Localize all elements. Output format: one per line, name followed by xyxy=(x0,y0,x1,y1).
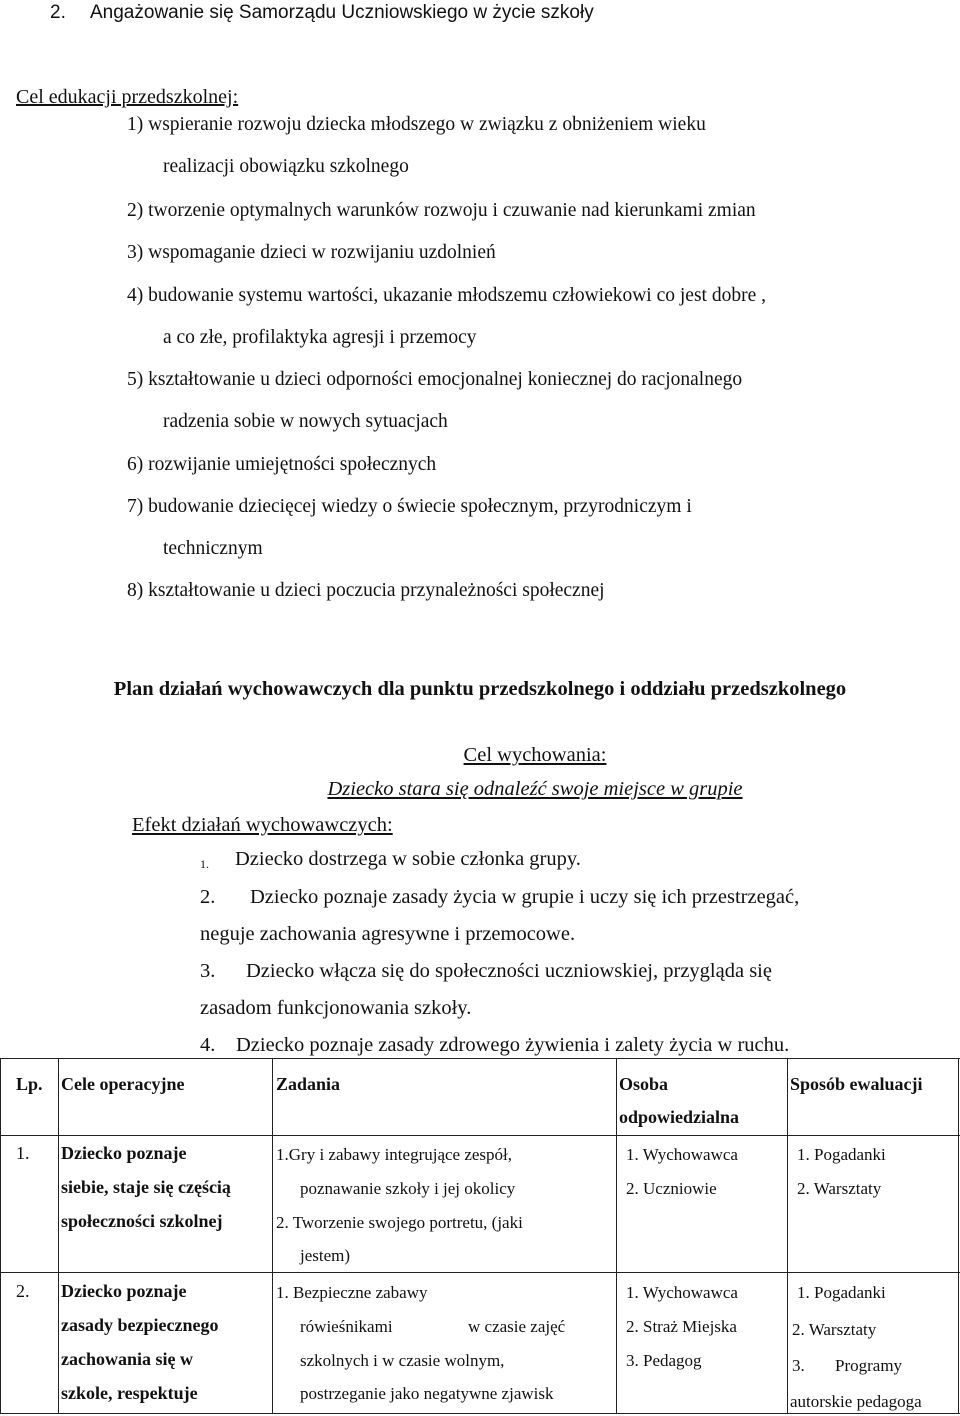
effect-3-text-cont: zasadom funkcjonowania szkoły. xyxy=(200,997,472,1019)
row-2-person: 2. Straż Miejska xyxy=(626,1317,737,1336)
effect-4-number: 4. xyxy=(200,1034,216,1056)
plan-title: Plan działań wychowawczych dla punktu przedszkolnego i oddziału przedszkolnego xyxy=(113,678,847,700)
header-goals: Cele operacyjne xyxy=(61,1074,185,1094)
effect-2-text: Dziecko poznaje zasady życia w grupie i uczy się ich przestrzegać, xyxy=(250,886,800,908)
header-person: Osoba xyxy=(619,1074,669,1094)
row-2-task-line: 1. Bezpieczne zabawy xyxy=(276,1283,428,1302)
row-1-person: 1. Wychowawca xyxy=(626,1145,738,1164)
table-top-border xyxy=(0,1058,960,1059)
section-heading-number: 2. xyxy=(50,2,66,23)
row-1-evaluation: 1. Pogadanki xyxy=(797,1145,886,1164)
effect-3-number: 3. xyxy=(200,960,216,982)
goal-item-5-cont: radzenia sobie w nowych sytuacjach xyxy=(163,411,448,432)
table-divider-tasks xyxy=(616,1058,617,1414)
row-1-task-line: 1.Gry i zabawy integrujące zespół, xyxy=(276,1145,513,1164)
row-2-task-line: w czasie zajęć xyxy=(468,1317,566,1336)
row-2-goal-line: zasady bezpiecznego xyxy=(61,1315,219,1335)
row-2-evaluation: 1. Pogadanki xyxy=(797,1283,886,1302)
row-1-person: 2. Uczniowie xyxy=(626,1179,717,1198)
effect-3-text: Dziecko włącza się do społeczności uczniowskiej, przygląda się xyxy=(246,960,772,982)
row-2-task-line: szkolnych i w czasie wolnym, xyxy=(300,1351,505,1370)
goal-item-4-cont: a co złe, profilaktyka agresji i przemocy xyxy=(163,327,477,348)
row-1-goal-line: Dziecko poznaje xyxy=(61,1143,187,1163)
row-2-task-line: rówieśnikami xyxy=(300,1317,393,1336)
row-2-evaluation-num: 3. xyxy=(792,1356,805,1375)
goal-item-5: 5) kształtowanie u dzieci odporności emocjonalnej koniecznej do racjonalnego xyxy=(127,369,743,390)
row-1-task-line: poznawanie szkoły i jej okolicy xyxy=(300,1179,516,1198)
goal-item-7: 7) budowanie dziecięcej wiedzy o świecie społecznym, przyrodniczym i xyxy=(127,496,692,517)
educational-goal-label: Cel wychowania: xyxy=(463,744,607,766)
goal-item-6: 6) rozwijanie umiejętności społecznych xyxy=(127,454,437,475)
table-divider-lp xyxy=(58,1058,59,1414)
goal-item-1-cont: realizacji obowiązku szkolnego xyxy=(163,156,409,177)
row-1-goal-line: siebie, staje się częścią xyxy=(61,1177,231,1197)
goal-title: Cel edukacji przedszkolnej: xyxy=(16,86,239,108)
table-header-divider xyxy=(0,1135,960,1136)
table-row-divider xyxy=(0,1272,960,1273)
row-2-evaluation: Programy xyxy=(835,1356,903,1375)
goal-item-3: 3) wspomaganie dzieci w rozwijaniu uzdolnień xyxy=(127,242,496,263)
effect-1-number: 1. xyxy=(200,857,209,871)
educational-goal-text: Dziecko stara się odnaleźć swoje miejsce w grupie xyxy=(327,778,743,800)
effect-2-number: 2. xyxy=(200,886,216,908)
row-2-task-line: postrzeganie jako negatywne zjawisk xyxy=(300,1384,554,1403)
effect-2-text-cont: neguje zachowania agresywne i przemocowe. xyxy=(200,923,576,945)
table-divider-person xyxy=(787,1058,788,1414)
header-tasks: Zadania xyxy=(276,1074,341,1094)
goal-item-7-cont: technicznym xyxy=(163,538,263,559)
effect-1-text: Dziecko dostrzega w sobie członka grupy. xyxy=(235,848,581,870)
row-2-evaluation: 2. Warsztaty xyxy=(792,1320,877,1339)
row-2-goal-line: szkole, respektuje xyxy=(61,1383,198,1403)
row-1-task-line: jestem) xyxy=(300,1246,351,1265)
goal-item-2: 2) tworzenie optymalnych warunków rozwoju i czuwanie nad kierunkami zmian xyxy=(127,200,756,221)
row-2-goal-line: Dziecko poznaje xyxy=(61,1281,187,1301)
effects-label: Efekt działań wychowawczych: xyxy=(132,814,393,836)
row-2-lp: 2. xyxy=(16,1281,30,1301)
header-evaluation: Sposób ewaluacji xyxy=(790,1074,923,1094)
row-1-lp: 1. xyxy=(16,1143,30,1163)
table-bottom-border xyxy=(0,1413,960,1414)
row-1-task-line: 2. Tworzenie swojego portretu, (jaki xyxy=(276,1213,523,1232)
row-1-evaluation: 2. Warsztaty xyxy=(797,1179,882,1198)
row-1-goal-line: społeczności szkolnej xyxy=(61,1211,223,1231)
goal-item-4: 4) budowanie systemu wartości, ukazanie młodszemu człowiekowi co jest dobre , xyxy=(127,285,766,306)
section-heading-text: Angażowanie się Samorządu Uczniowskiego w życie szkoły xyxy=(90,2,594,23)
row-2-evaluation-cont: autorskie pedagoga xyxy=(790,1392,922,1411)
goal-item-8: 8) kształtowanie u dzieci poczucia przynależności społecznej xyxy=(127,580,605,601)
effect-4-text: Dziecko poznaje zasady zdrowego żywienia i zalety życia w ruchu. xyxy=(236,1034,790,1056)
row-2-person: 3. Pedagog xyxy=(626,1351,702,1370)
row-2-person: 1. Wychowawca xyxy=(626,1283,738,1302)
table-border-left xyxy=(0,1058,1,1414)
table-border-right xyxy=(958,1058,959,1414)
goal-item-1: 1) wspieranie rozwoju dziecka młodszego w związku z obniżeniem wieku xyxy=(127,114,706,135)
table-divider-goals xyxy=(272,1058,273,1414)
header-lp: Lp. xyxy=(16,1074,43,1094)
row-2-goal-line: zachowania się w xyxy=(61,1349,193,1369)
header-person-cont: odpowiedzialna xyxy=(619,1107,740,1127)
